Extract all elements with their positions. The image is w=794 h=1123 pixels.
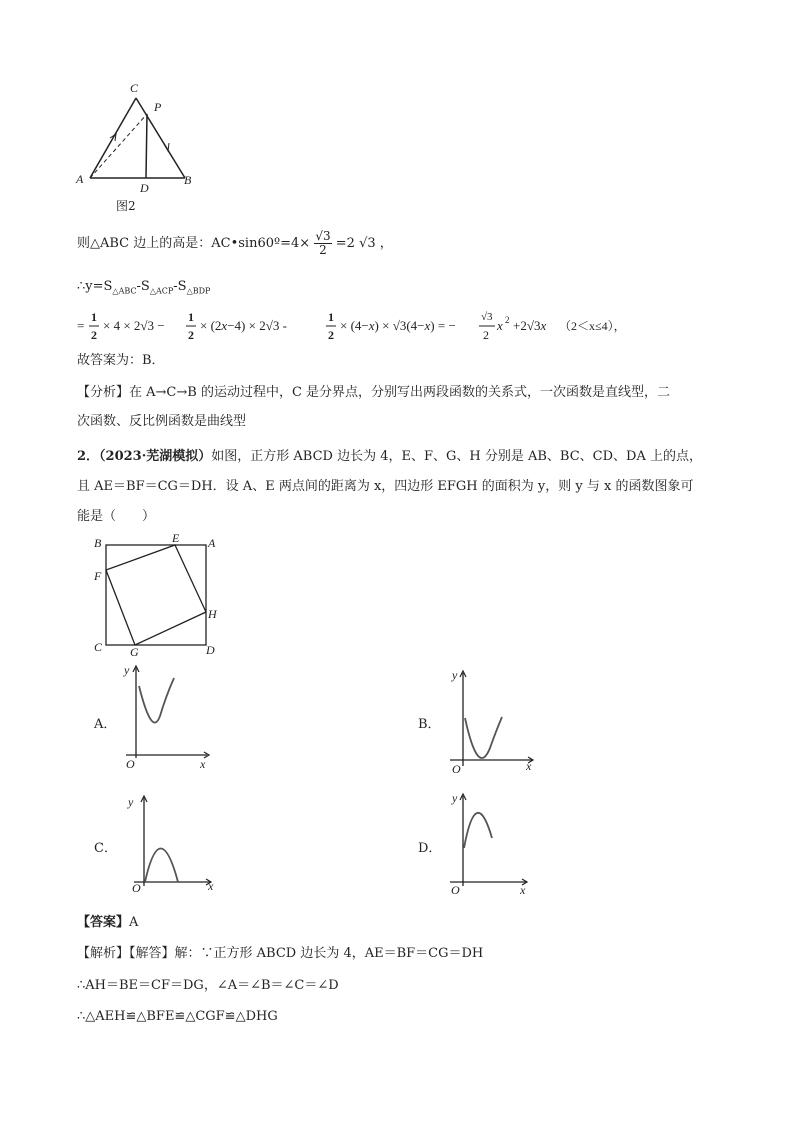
option-b-graph[interactable] bbox=[440, 663, 550, 778]
svg-text:y: y bbox=[128, 795, 134, 809]
label-D: D bbox=[140, 181, 149, 195]
option-a-graph[interactable] bbox=[112, 658, 222, 773]
question-2-line-1: 2．（2023·芜湖模拟）如图，正方形 ABCD 边长为 4，E、F、G、H 分别是 AB、BC、CD、DA 上的点， bbox=[77, 449, 702, 464]
svg-text:O: O bbox=[452, 762, 461, 776]
height-line bbox=[77, 230, 393, 257]
height-result: =2 bbox=[335, 236, 355, 251]
svg-text:+2√3x: +2√3x bbox=[513, 318, 547, 333]
svg-text:D: D bbox=[206, 643, 215, 657]
svg-text:2: 2 bbox=[483, 328, 489, 342]
svg-text:x: x bbox=[200, 757, 206, 771]
option-d-label[interactable]: D． bbox=[418, 841, 442, 856]
square-figure bbox=[88, 532, 228, 662]
label-P: P bbox=[154, 100, 162, 114]
svg-text:y: y bbox=[452, 668, 458, 682]
solution-line-3: ∴△AEH≌△BFE≌△CGF≌△DHG bbox=[77, 1009, 278, 1024]
svg-text:E: E bbox=[172, 532, 180, 545]
option-d-graph[interactable] bbox=[440, 788, 550, 898]
option-a-label[interactable]: A． bbox=[94, 717, 117, 732]
svg-text:y: y bbox=[124, 663, 130, 677]
option-b-label[interactable]: B． bbox=[418, 717, 441, 732]
label-A: A bbox=[76, 172, 84, 186]
svg-text:2: 2 bbox=[188, 328, 194, 342]
question-2-line-3: 能是（ ） bbox=[77, 509, 156, 524]
label-B: B bbox=[184, 173, 192, 187]
height-sqrt: √3 bbox=[359, 236, 376, 251]
svg-text:H: H bbox=[208, 607, 217, 621]
formula bbox=[75, 306, 715, 346]
svg-text:A: A bbox=[208, 536, 216, 550]
option-c-graph[interactable] bbox=[120, 790, 230, 900]
svg-text:2: 2 bbox=[505, 315, 510, 325]
svg-text:O: O bbox=[451, 883, 460, 897]
svg-text:F: F bbox=[94, 569, 102, 583]
svg-text:B: B bbox=[94, 536, 102, 550]
label-C: C bbox=[130, 81, 139, 95]
height-fraction: $\frac{√3}{2}$ bbox=[315, 229, 331, 257]
svg-text:1: 1 bbox=[91, 310, 97, 324]
svg-text:C: C bbox=[94, 640, 103, 654]
solution-line-1: 【解析】【解答】解：∵正方形 ABCD 边长为 4，AE＝BF＝CG＝DH bbox=[77, 946, 484, 961]
figure-caption: 图2 bbox=[116, 199, 136, 213]
answer-1: 故答案为：B． bbox=[77, 353, 165, 368]
y-definition: $\therefore y=S_{\triangle ABC}-S_{\triangle ACP}-S_{\triangle BDP}$ bbox=[77, 279, 211, 296]
svg-text:1: 1 bbox=[188, 310, 194, 324]
svg-text:1: 1 bbox=[328, 310, 334, 324]
answer-2: 【答案】A bbox=[77, 915, 139, 930]
analysis-line-2: 次函数、反比例函数是曲线型 bbox=[77, 414, 247, 429]
svg-text:√3: √3 bbox=[481, 311, 493, 323]
triangle-figure bbox=[70, 78, 210, 218]
svg-text:× (2x−4) × 2√3 -: × (2x−4) × 2√3 - bbox=[200, 318, 287, 333]
analysis-line-1: 【分析】在 A→C→B 的运动过程中，C 是分界点，分别写出两段函数的关系式，一次函数是直线型，二 bbox=[77, 385, 671, 400]
svg-text:O: O bbox=[132, 881, 141, 895]
height-tail: ， bbox=[379, 236, 393, 251]
height-prefix: 则△ABC 边上的高是：AC•sin60º=4× bbox=[77, 236, 311, 251]
svg-text:x: x bbox=[526, 759, 532, 773]
svg-text:=: = bbox=[77, 318, 85, 333]
svg-text:O: O bbox=[126, 757, 135, 771]
svg-text:x: x bbox=[520, 883, 526, 897]
svg-text:x: x bbox=[208, 879, 214, 893]
question-2-line-2: 且 AE＝BF＝CG＝DH．设 A、E 两点间的距离为 x，四边形 EFGH 的面积为 y，则 y 与 x 的函数图象可 bbox=[77, 479, 694, 494]
svg-text:× (4−x) × √3(4−x) = −: × (4−x) × √3(4−x) = − bbox=[340, 318, 456, 333]
svg-text:y: y bbox=[452, 791, 458, 805]
option-c-label[interactable]: C． bbox=[94, 841, 117, 856]
formula-range: （2＜x≤4）， bbox=[559, 319, 626, 333]
solution-line-2: ∴AH＝BE＝CF＝DG，∠A＝∠B＝∠C＝∠D bbox=[77, 978, 339, 993]
svg-text:× 4 × 2√3 −: × 4 × 2√3 − bbox=[103, 318, 165, 333]
svg-text:x: x bbox=[497, 318, 503, 333]
svg-text:G: G bbox=[130, 645, 139, 659]
svg-text:2: 2 bbox=[91, 328, 97, 342]
svg-text:2: 2 bbox=[328, 328, 334, 342]
